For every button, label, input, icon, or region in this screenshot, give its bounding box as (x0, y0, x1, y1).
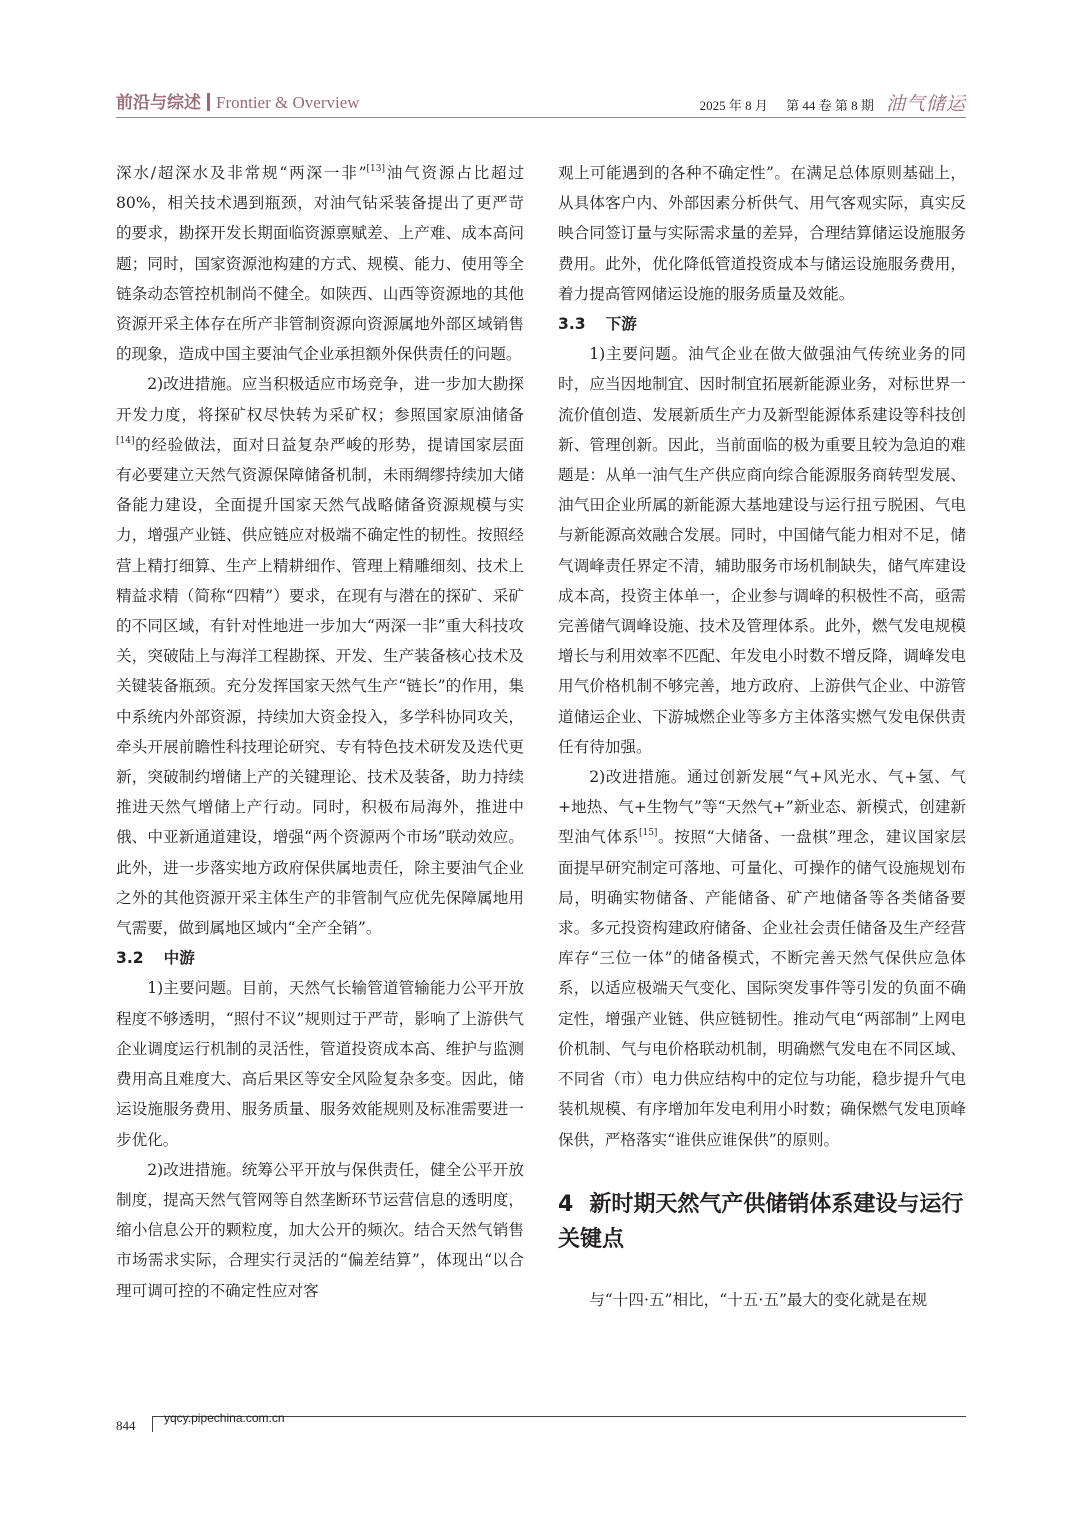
footer-tick (152, 1416, 153, 1432)
issue-volume: 第 44 卷 第 8 期 (786, 98, 874, 113)
issue-date: 2025 年 8 月 (699, 98, 768, 113)
citation: [13] (366, 164, 386, 174)
citation: [14] (116, 435, 135, 446)
chapter-heading: 4 新时期天然气产供储销体系建设与运行关键点 (558, 1191, 964, 1252)
paragraph: 观上可能遇到的各种不确定性”。在满足总体原则基础上，从具体客户内、外部因素分析供气、用气客观实际，真实反映合同签订量与实际需求量的差异，合理结算储运设施服务费用。此外，优化降低管道投资成本与储运设施服务费用，着力提高管网储运设施的服务质量及效能。 (558, 164, 966, 303)
paragraph: 1)主要问题。目前，天然气长输管道管输能力公平开放程度不够透明，“照付不议”规则过于严苛，影响了上游供气企业调度运行机制的灵活性，管道投资成本高、维护与监测费用高且难度大、高后果区等安全风险复杂多变。因此，储运设施服务费用、服务质量、服务效能规则及标准需要进一步优化。 (116, 979, 524, 1149)
section-heading: 3.3 下游 (558, 315, 637, 334)
section-title-en: Frontier & Overview (216, 93, 360, 112)
right-column (558, 158, 966, 1315)
page-footer (116, 1408, 966, 1432)
paragraph: 与“十四·五”相比，“十五·五”最大的变化就是在规 (589, 1290, 928, 1309)
page-number: 844 (116, 1418, 136, 1433)
paragraph: 2)改进措施。应当积极适应市场竞争，进一步加大勘探开发力度，将探矿权尽快转为采矿权；参照国家原油储备[14]的经验做法，面对日益复杂严峻的形势，提请国家层面有必要建立天然气资源保障储备机制，未雨绸缪持续加大储备能力建设，全面提升国家天然气战略储备资源规模与实力，增强产业链、供应链应对极端不确定性的韧性。按照经营上精打细算、生产上精耕细作、管理上精雕细刻、技术上精益求精（简称“四精”）要求，在现有与潜在的探矿、采矿的不同区域，有针对性地进一步加大“两深一非”重大科技攻关，突破陆上与海洋工程勘探、开发、生产装备核心技术及关键装备瓶颈。充分发挥国家天然气生产“链长”的作用，集中系统内外部资源，持续加大资金投入，多学科协同攻关，牵头开展前瞻性科技理论研究、专有特色技术研发及迭代更新，突破制约增储上产的关键理论、技术及装备，助力持续推进天然气增储上产行动。同时，积极布局海外，推进中俄、中亚新通道建设，增强“两个资源两个市场”联动效应。此外，进一步落实地方政府保供属地责任，除主要油气企业之外的其他资源开采主体生产的非管制气应优先保障属地用气需要，做到属地区域内“全产全销”。 (116, 375, 524, 938)
section-label (116, 88, 360, 113)
citation: [15] (638, 828, 658, 839)
paragraph: 1)主要问题。油气企业在做大做强油气传统业务的同时，应当因地制宜、因时制宜拓展新能源业务，对标世界一流价值创造、发展新质生产力及新型能源体系建设等科技创新、管理创新。因此，当前面临的极为重要且较为急迫的难题是：从单一油气生产供应商向综合能源服务商转型发展、油气田企业所属的新能源大基地建设与运行扭亏脱困、气电与新能源高效融合发展。同时，中国储气能力相对不足，储气调峰责任界定不清，辅助服务市场机制缺失，储气库建设成本高，投资主体单一，企业参与调峰的积极性不高，亟需完善储气调峰设施、技术及管理体系。此外，燃气发电规模增长与利用效率不匹配、年发电小时数不增反降，调峰发电用气价格机制不够完善，地方政府、上游供气企业、中游管道储运企业、下游城燃企业等多方主体落实燃气发电保供责任有待加强。 (558, 345, 966, 756)
paragraph: 深水/超深水及非常规“两深一非”[13]油气资源占比超过 80%，相关技术遇到瓶颈，对油气钻采装备提出了更严苛的要求，勘探开发长期面临资源禀赋差、上产难、成本高问题；同时，国家资源池构建的方式、规模、能力、使用等全链条动态管控机制尚不健全。如陕西、山西等资源地的其他资源开采主体存在所产非管制资源向资源属地外部区域销售的现象，造成中国主要油气企业承担额外保供责任的问题。 (116, 164, 524, 364)
section-title-cn: 前沿与综述 (116, 93, 201, 113)
running-header (116, 88, 966, 114)
left-column (116, 158, 524, 1306)
paragraph: 2)改进措施。通过创新发展“气+风光水、气+氢、气+地热、气+生物气”等“天然气+”新业态、新模式，创建新型油气体系[15]。按照“大储备、一盘棋”理念，建议国家层面提早研究制定可落地、可量化、可操作的储气设施规划布局，明确实物储备、产能储备、矿产地储备等各类储备要求。多元投资构建政府储备、企业社会责任储备及生产经营库存“三位一体”的储备模式，不断完善天然气保供应急体系，以适应极端天气变化、国际突发事件等引发的负面不确定性，增强产业链、供应链韧性。推动气电“两部制”上网电价机制、气与电价格联动机制，明确燃气发电在不同区域、不同省（市）电力供应结构中的定位与功能，稳步提升气电装机规模、有序增加年发电利用小时数；确保燃气发电顶峰保供，严格落实“谁供应谁保供”的原则。 (558, 768, 966, 1149)
header-divider (207, 93, 210, 111)
header-rule (116, 117, 966, 118)
issue-info (700, 89, 966, 116)
journal-website[interactable]: yqcy.pipechina.com.cn (164, 1411, 285, 1425)
section-heading: 3.2 中游 (116, 949, 195, 968)
paragraph: 2)改进措施。统筹公平开放与保供责任，健全公平开放制度，提高天然气管网等自然垄断环节运营信息的透明度，缩小信息公开的颗粒度，加大公开的频次。结合天然气销售市场需求实际，合理实行灵活的“偏差结算”，体现出“以合理可调可控的不确定性应对客 (116, 1160, 524, 1300)
journal-logo: 油气储运 (885, 93, 966, 115)
